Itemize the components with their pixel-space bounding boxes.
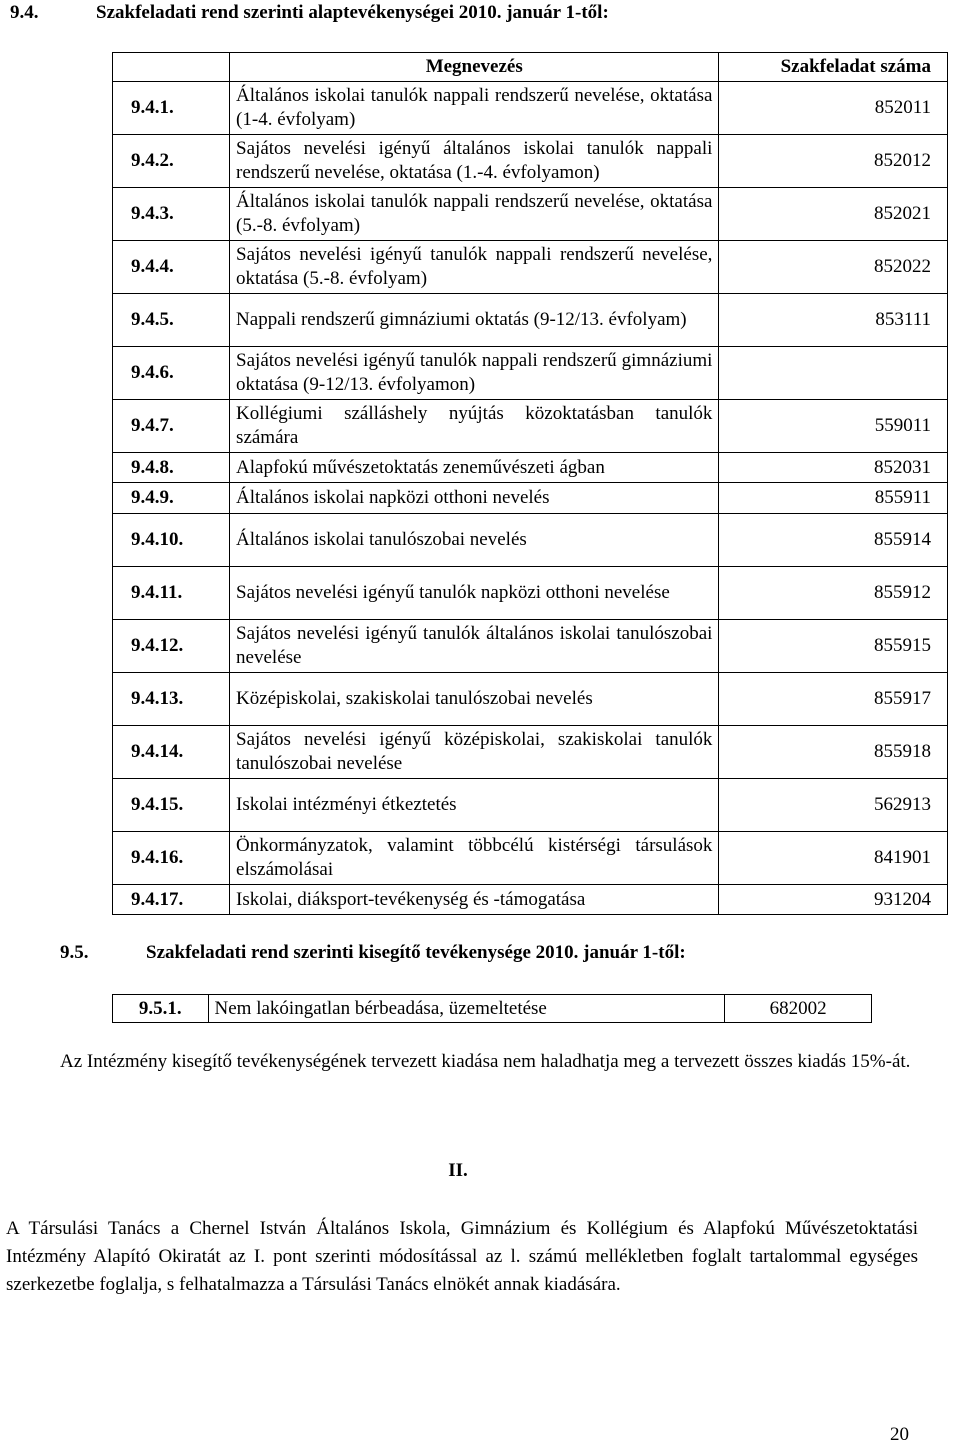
- table-row: [113, 995, 872, 1023]
- section-heading-9-5: [60, 942, 686, 964]
- row-num-cell: 9.4.11.: [113, 567, 230, 620]
- section-heading-9-4: [10, 2, 609, 24]
- table-row: [113, 726, 948, 779]
- row-code-cell: 562913: [719, 779, 948, 832]
- row-code-cell: 855914: [719, 514, 948, 567]
- row-name-cell: Sajátos nevelési igényű tanulók napközi otthoni nevelése: [230, 567, 719, 620]
- row-name-cell: Nappali rendszerű gimnáziumi oktatás (9-12/13. évfolyam): [230, 294, 719, 347]
- row-code-cell: 852022: [719, 241, 948, 294]
- row-code-cell: 855918: [719, 726, 948, 779]
- row-num-cell: 9.4.12.: [113, 620, 230, 673]
- activities-table: [112, 52, 948, 915]
- row-code-cell: 931204: [719, 885, 948, 915]
- row-name-cell: Iskolai, diáksport-tevékenység és -támogatása: [230, 885, 719, 915]
- table-row: [113, 514, 948, 567]
- paragraph-support-expense: Az Intézmény kisegítő tevékenységének tervezett kiadása nem haladhatja meg a tervezett összes kiadás 15%-át.: [60, 1051, 911, 1072]
- row-code-cell: 855915: [719, 620, 948, 673]
- table-row: [113, 779, 948, 832]
- table-row: [113, 188, 948, 241]
- table-row: [113, 483, 948, 514]
- row-num-cell: 9.4.13.: [113, 673, 230, 726]
- section-title: Szakfeladati rend szerinti kisegítő tevékenysége 2010. január 1-től:: [146, 942, 686, 963]
- row-code-cell: [719, 347, 948, 400]
- row-name-cell: Nem lakóingatlan bérbeadása, üzemeltetése: [208, 995, 725, 1023]
- row-code-cell: 852021: [719, 188, 948, 241]
- row-name-cell: Sajátos nevelési igényű tanulók nappali rendszerű nevelése, oktatása (5.-8. évfolyam): [230, 241, 719, 294]
- row-code-cell: 855911: [719, 483, 948, 514]
- header-name-cell: Megnevezés: [230, 53, 719, 82]
- row-name-cell: Kollégiumi szálláshely nyújtás közoktatásban tanulók számára: [230, 400, 719, 453]
- row-num-cell: 9.4.9.: [113, 483, 230, 514]
- row-num-cell: 9.4.4.: [113, 241, 230, 294]
- row-code-cell: 841901: [719, 832, 948, 885]
- row-num-cell: 9.4.3.: [113, 188, 230, 241]
- section-title: Szakfeladati rend szerinti alaptevékenységei 2010. január 1-től:: [96, 2, 609, 23]
- table-row: [113, 673, 948, 726]
- row-code-cell: 853111: [719, 294, 948, 347]
- page-number: 20: [890, 1424, 909, 1445]
- table-header-row: [113, 53, 948, 82]
- section-number: 9.4.: [10, 2, 39, 23]
- row-name-cell: Sajátos nevelési igényű tanulók nappali rendszerű gimnáziumi oktatása (9-12/13. évfolyamon): [230, 347, 719, 400]
- row-name-cell: Sajátos nevelési igényű középiskolai, szakiskolai tanulók tanulószobai nevelése: [230, 726, 719, 779]
- support-activities-table: [112, 994, 872, 1023]
- row-num-cell: 9.4.5.: [113, 294, 230, 347]
- row-num-cell: 9.4.1.: [113, 82, 230, 135]
- table-row: [113, 82, 948, 135]
- section-number: 9.5.: [60, 942, 89, 963]
- row-num-cell: 9.4.16.: [113, 832, 230, 885]
- row-name-cell: Középiskolai, szakiskolai tanulószobai nevelés: [230, 673, 719, 726]
- row-code-cell: 852012: [719, 135, 948, 188]
- row-code-cell: 682002: [725, 995, 872, 1023]
- row-name-cell: Sajátos nevelési igényű általános iskolai tanulók nappali rendszerű nevelése, oktatása (1.-4. évfolyamon): [230, 135, 719, 188]
- row-code-cell: 852031: [719, 453, 948, 483]
- row-num-cell: 9.4.17.: [113, 885, 230, 915]
- section-ii-heading: II.: [448, 1160, 468, 1181]
- row-num-cell: 9.4.6.: [113, 347, 230, 400]
- row-num-cell: 9.4.2.: [113, 135, 230, 188]
- row-code-cell: 855917: [719, 673, 948, 726]
- table-row: [113, 400, 948, 453]
- row-num-cell: 9.4.15.: [113, 779, 230, 832]
- table-row: [113, 885, 948, 915]
- table-row: [113, 832, 948, 885]
- table-row: [113, 347, 948, 400]
- row-num-cell: 9.4.7.: [113, 400, 230, 453]
- row-num-cell: 9.4.14.: [113, 726, 230, 779]
- row-name-cell: Sajátos nevelési igényű tanulók általános iskolai tanulószobai nevelése: [230, 620, 719, 673]
- table-row: [113, 620, 948, 673]
- header-num-cell: [113, 53, 230, 82]
- table-row: [113, 453, 948, 483]
- row-name-cell: Alapfokú művészetoktatás zeneművészeti ágban: [230, 453, 719, 483]
- row-code-cell: 559011: [719, 400, 948, 453]
- row-code-cell: 855912: [719, 567, 948, 620]
- row-num-cell: 9.4.8.: [113, 453, 230, 483]
- row-code-cell: 852011: [719, 82, 948, 135]
- table-row: [113, 241, 948, 294]
- header-code-cell: Szakfeladat száma: [719, 53, 948, 82]
- row-name-cell: Általános iskolai tanulók nappali rendszerű nevelése, oktatása (1-4. évfolyam): [230, 82, 719, 135]
- table-row: [113, 567, 948, 620]
- paragraph-council-decision: A Társulási Tanács a Chernel István Általános Iskola, Gimnázium és Kollégium és Alapfokú Művészetoktatási Intézmény Alapító Okiratát az I. pont szerinti módosítással az l. számú mellékletben foglalt tartalommal egységes szerkezetbe foglalja, s felhatalmazza a Társulási Tanács elnökét annak kiadására.: [6, 1218, 918, 1295]
- row-name-cell: Általános iskolai tanulók nappali rendszerű nevelése, oktatása (5.-8. évfolyam): [230, 188, 719, 241]
- table-row: [113, 294, 948, 347]
- row-name-cell: Önkormányzatok, valamint többcélú kistérségi társulások elszámolásai: [230, 832, 719, 885]
- row-num-cell: 9.5.1.: [113, 995, 209, 1023]
- row-name-cell: Iskolai intézményi étkeztetés: [230, 779, 719, 832]
- table-row: [113, 135, 948, 188]
- row-name-cell: Általános iskolai napközi otthoni nevelés: [230, 483, 719, 514]
- row-num-cell: 9.4.10.: [113, 514, 230, 567]
- row-name-cell: Általános iskolai tanulószobai nevelés: [230, 514, 719, 567]
